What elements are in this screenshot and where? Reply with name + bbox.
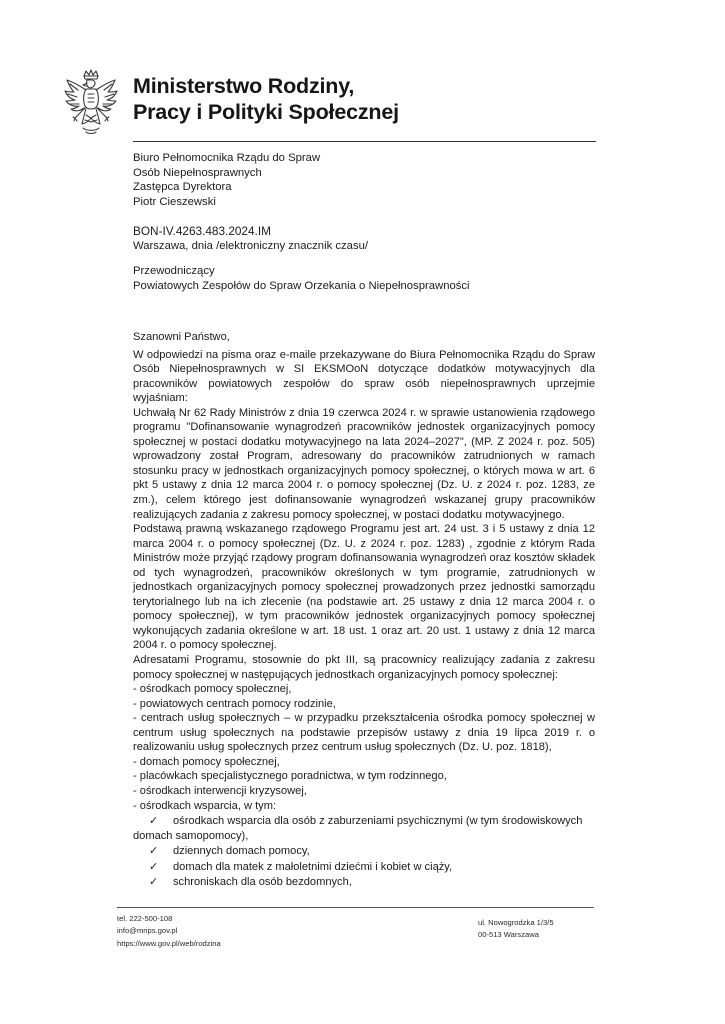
paragraph-1: W odpowiedzi na pisma oraz e-maile przekazywane do Biura Pełnomocnika Rządu do Spraw Osób Niepełnosprawnych w SI EKSMOoN dotyczące dodatków motywacyjnych dla pracowników powiatowych zespołów do spraw osób niepełnosprawnych uprzejmie wyjaśniam:	[133, 348, 595, 405]
checkmark-icon: ✓	[149, 815, 159, 828]
recipient-block	[133, 264, 470, 293]
sender-name: Piotr Cieszewski	[133, 195, 216, 208]
sub-list-item-text: domach dla matek z małoletnimi dziećmi i kobiet w ciąży,	[173, 860, 453, 873]
sub-list-item	[133, 844, 595, 859]
sender-office: Biuro Pełnomocnika Rządu do Spraw	[133, 152, 321, 164]
checkmark-icon: ✓	[149, 845, 159, 858]
footer-contact	[117, 913, 221, 950]
letter-body	[133, 330, 595, 890]
ministry-name	[133, 73, 399, 125]
checkmark-icon: ✓	[149, 876, 159, 889]
list-item: - placówkach specjalistycznego poradnictwa, w tym rodzinnego,	[133, 770, 447, 783]
list-item: - domach pomocy społecznej,	[133, 755, 280, 768]
ministry-name-line-2: Pracy i Polityki Społecznej	[133, 100, 399, 124]
footer-city: 00-513 Warszawa	[478, 930, 539, 940]
place-date: Warszawa, dnia /elektroniczny znacznik czasu/	[133, 239, 369, 252]
footer-address	[478, 917, 554, 942]
list-item: - ośrodkach wsparcia, w tym:	[133, 799, 277, 812]
footer-email[interactable]: info@mrips.gov.pl	[117, 926, 178, 936]
sub-list-item-text: dziennych domach pomocy,	[173, 845, 310, 858]
recipient-body: Powiatowych Zespołów do Spraw Orzekania o Niepełnosprawności	[133, 279, 470, 292]
paragraph-2: Uchwałą Nr 62 Rady Ministrów z dnia 19 czerwca 2024 r. w sprawie ustanowienia rządowego programu "Dofinansowanie wynagrodzeń pracowników jednostek organizacyjnych pomocy społecznej w postaci dodatku motywacyjnego na lata 2024–2027", (MP. Z 2024 r. poz. 505) wprowadzony został Program, adresowany do pracowników zatrudnionych w ramach stosunku pracy w jednostkach organizacyjnych pomocy społecznej, o których mowa w art. 6 pkt 5 ustawy z dnia 12 marca 2004 r. o pomocy społecznej (Dz. U. z 2024 r. poz. 1283, ze zm.), celem którego jest dofinansowanie wynagrodzeń wskazanej grupy pracowników realizujących zadania z zakresu pomocy społecznej, w postaci dodatku motywacyjnego.	[133, 406, 595, 521]
list-item: - powiatowych centrach pomocy rodzinie,	[133, 697, 336, 710]
greeting: Szanowni Państwo,	[133, 331, 230, 343]
sender-office-cont: Osób Niepełnosprawnych	[133, 166, 262, 179]
list-item: - ośrodkach interwencji kryzysowej,	[133, 784, 307, 797]
case-signature: BON-IV.4263.483.2024.IM	[133, 224, 271, 238]
checkmark-icon: ✓	[149, 860, 159, 873]
reference-block	[133, 224, 368, 253]
sub-list-item-text: ośrodkach wsparcia dla osób z zaburzeniami psychicznymi (w tym środowiskowych domach samopomocy),	[133, 815, 583, 842]
sender-block	[133, 151, 320, 209]
sub-list-item	[133, 860, 595, 875]
list-item: - ośrodkach pomocy społecznej,	[133, 683, 292, 696]
paragraph-3: Podstawą prawną wskazanego rządowego Programu jest art. 24 ust. 3 i 5 ustawy z dnia 12 marca 2004 r. o pomocy społecznej (Dz. U. z 2024 r. poz. 1283) , zgodnie z którym Rada Ministrów może przyjąć rządowy program dofinansowania wynagrodzeń oraz kosztów składek od tych wynagrodzeń, pracowników określonych w tym programie, zatrudnionych w jednostkach organizacyjnych pomocy społecznej prowadzonych przez jednostki samorządu terytorialnego lub na ich zlecenie (na podstawie art. 25 ustawy z dnia 12 marca 2004 r. o pomocy społecznej), w tym pracowników jednostek organizacyjnych pomocy społecznej wykonujących zadania określone w art. 18 ust. 1 oraz art. 20 ust. 1 ustawy z dnia 12 marca 2004 r. o pomocy społecznej.	[133, 523, 595, 652]
footer-phone: tel. 222-500-108	[117, 914, 173, 923]
footer-divider	[117, 907, 594, 908]
list-item: - centrach usług społecznych – w przypadku przekształcenia ośrodka pomocy społecznej w centrum usług społecznych na podstawie przepisów ustawy z dnia 19 lipca 2019 r. o realizowaniu usług społecznych przez centrum usług społecznych (Dz. U. poz. 1818),	[133, 712, 595, 754]
sub-list-item-text: schroniskach dla osób bezdomnych,	[173, 876, 352, 889]
sender-position: Zastępca Dyrektora	[133, 181, 232, 193]
sub-list-item	[133, 814, 595, 843]
footer-street: ul. Nowogrodzka 1/3/5	[478, 918, 554, 927]
paragraph-4: Adresatami Programu, stosownie do pkt III, są pracownicy realizujący zadania z zakresu pomocy społecznej w następujących jednostkach organizacyjnych pomocy społecznej:	[133, 654, 595, 681]
footer-website[interactable]: https://www.gov.pl/web/rodzina	[117, 938, 221, 948]
ministry-name-line-1: Ministerstwo Rodziny,	[133, 74, 355, 98]
header-divider	[133, 141, 596, 142]
polish-eagle-emblem-icon	[62, 68, 120, 138]
recipient-title: Przewodniczący	[133, 265, 215, 277]
sub-list-item	[133, 875, 595, 890]
